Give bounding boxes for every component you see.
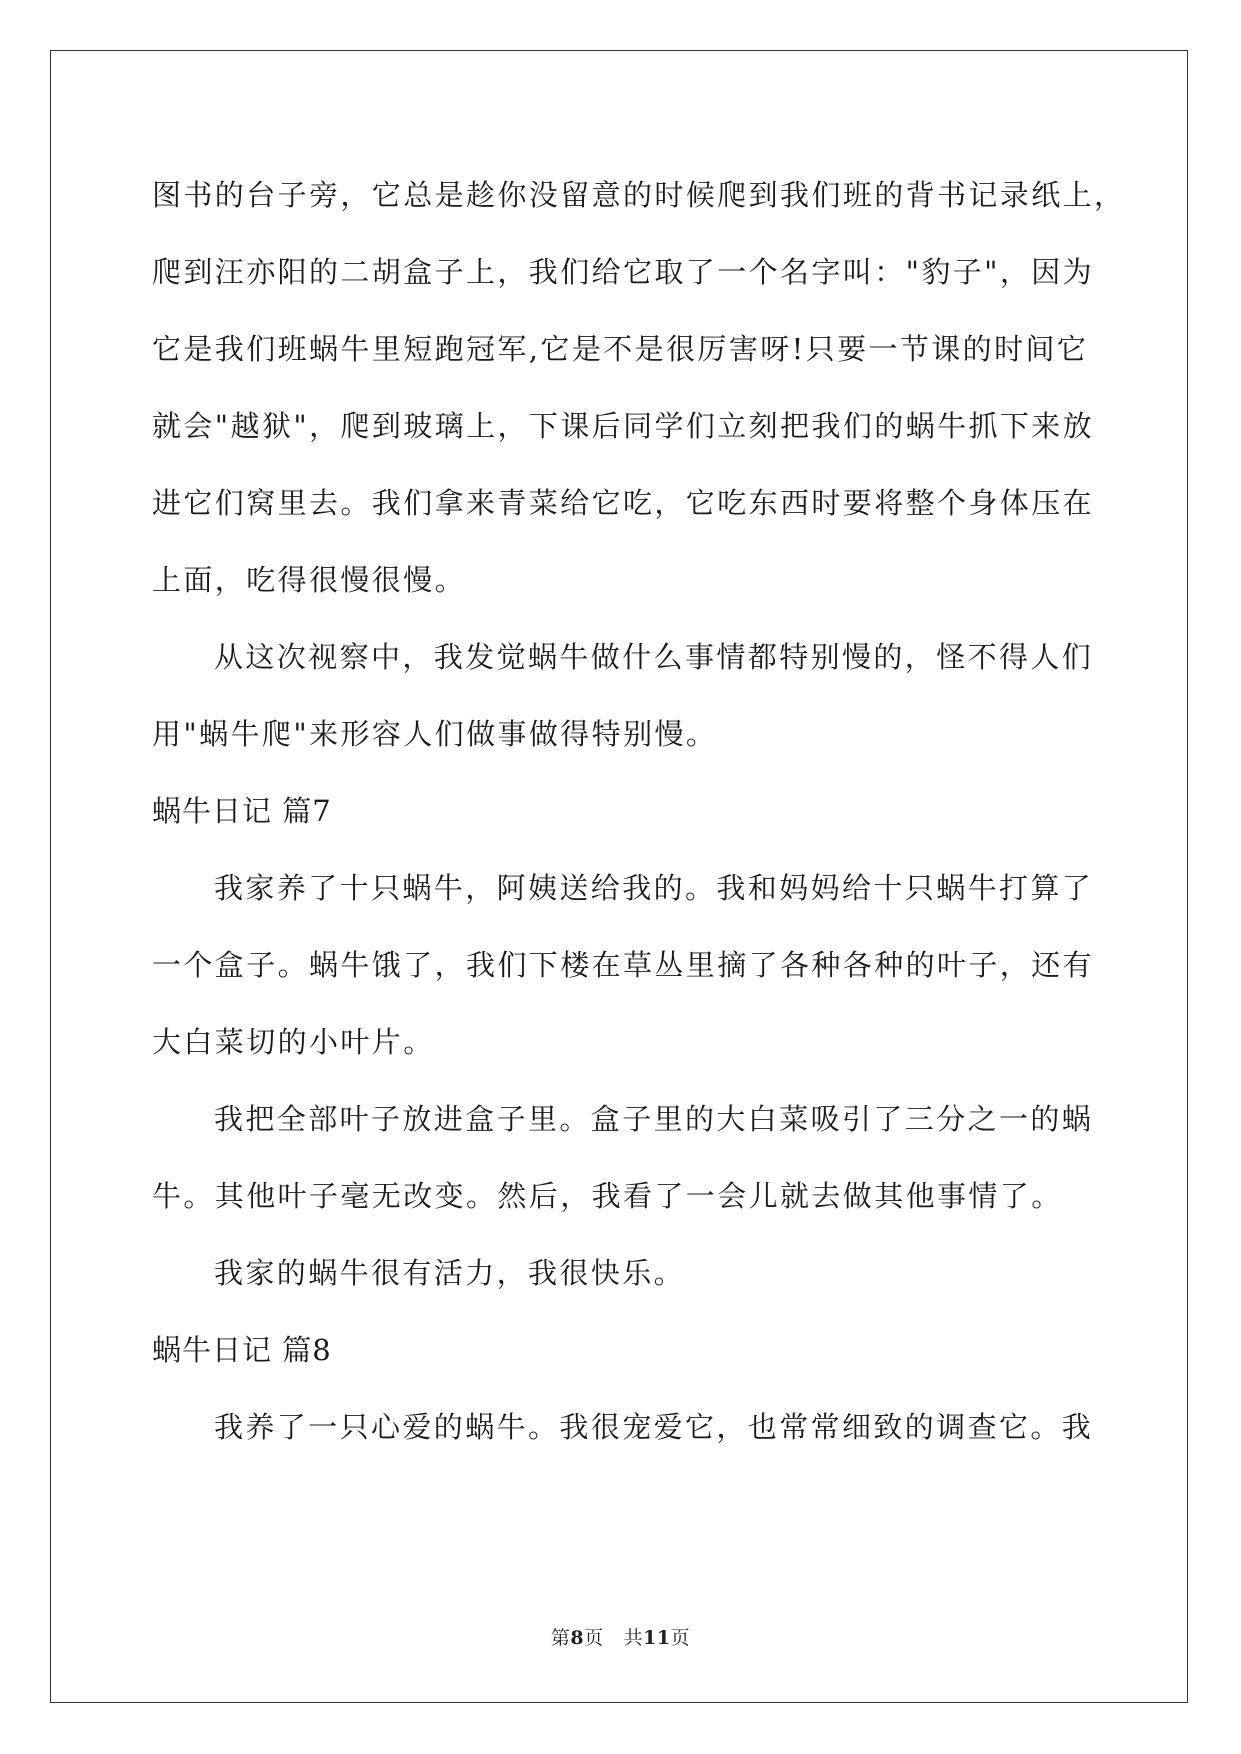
footer-page-suffix: 页 [584, 1627, 604, 1649]
body-line: 一个盒子。蜗牛饿了，我们下楼在草丛里摘了各种各种的叶子，还有 [152, 948, 1095, 982]
current-page-number: 8 [570, 1627, 585, 1649]
body-line: 就会"越狱"，爬到玻璃上，下课后同学们立刻把我们的蜗牛抓下来放 [152, 409, 1095, 443]
body-line: 大白菜切的小叶片。 [152, 1025, 435, 1059]
body-line: 图书的台子旁，它总是趁你没留意的时候爬到我们班的背书记录纸上， [152, 178, 1126, 212]
body-line: 进它们窝里去。我们拿来青菜给它吃，它吃东西时要将整个身体压在 [152, 486, 1095, 520]
footer-total-prefix: 共 [623, 1627, 644, 1649]
body-line: 我养了一只心爱的蜗牛。我很宠爱它，也常常细致的调查它。我 [214, 1410, 1094, 1444]
body-line: 牛。其他叶子毫无改变。然后，我看了一会儿就去做其他事情了。 [152, 1179, 1063, 1213]
footer-total-suffix: 页 [670, 1627, 691, 1649]
body-line: 爬到汪亦阳的二胡盒子上，我们给它取了一个名字叫："豹子"，因为 [152, 255, 1095, 289]
footer-prefix: 第 [550, 1627, 571, 1649]
page-footer [0, 1626, 1241, 1650]
body-line: 我家的蜗牛很有活力，我很快乐。 [214, 1256, 686, 1290]
section-heading: 蜗牛日记 篇8 [152, 1333, 332, 1367]
section-heading: 蜗牛日记 篇7 [152, 794, 332, 828]
body-line: 我家养了十只蜗牛，阿姨送给我的。我和妈妈给十只蜗牛打算了 [214, 871, 1094, 905]
body-line: 它是我们班蜗牛里短跑冠军,它是不是很厉害呀!只要一节课的时间它 [152, 332, 1089, 366]
total-page-count: 11 [643, 1627, 671, 1649]
body-line: 我把全部叶子放进盒子里。盒子里的大白菜吸引了三分之一的蜗 [214, 1102, 1094, 1136]
body-line: 上面，吃得很慢很慢。 [152, 563, 467, 597]
body-line: 用"蜗牛爬"来形容人们做事做得特别慢。 [152, 717, 718, 751]
body-line: 从这次视察中，我发觉蜗牛做什么事情都特别慢的，怪不得人们 [214, 640, 1094, 674]
